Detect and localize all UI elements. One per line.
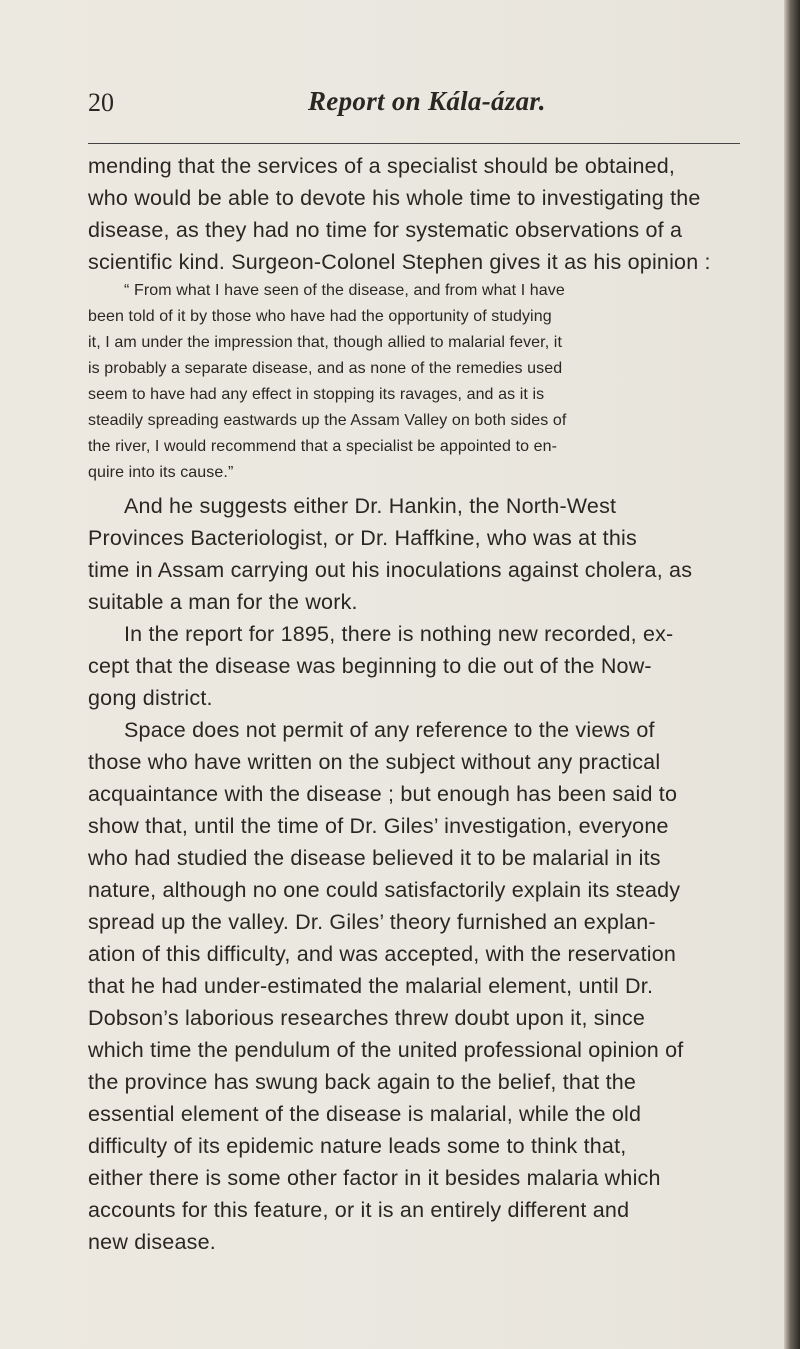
- text-line: suitable a man for the work.: [88, 590, 358, 614]
- text-line: time in Assam carrying out his inoculations against cholera, as: [88, 558, 693, 582]
- text-line: accounts for this feature, or it is an entirely different and: [88, 1198, 630, 1222]
- quote-line: it, I am under the impression that, though allied to malarial fever, it: [88, 334, 563, 351]
- text-line: Dobson’s laborious researches threw doubt upon it, since: [88, 1006, 645, 1030]
- header-rule: [88, 143, 740, 144]
- text-line: essential element of the disease is malarial, while the old: [88, 1102, 642, 1126]
- text-line: Space does not permit of any reference to the views of: [124, 718, 655, 742]
- text-line: difficulty of its epidemic nature leads some to think that,: [88, 1134, 627, 1158]
- quote-line: been told of it by those who have had the opportunity of studying: [88, 308, 552, 325]
- text-line: the province has swung back again to the belief, that the: [88, 1070, 637, 1094]
- quote-line: “ From what I have seen of the disease, and from what I have: [124, 282, 565, 299]
- text-line: show that, until the time of Dr. Giles’ investigation, everyone: [88, 814, 669, 838]
- text-line: nature, although no one could satisfactorily explain its steady: [88, 878, 681, 902]
- page-header: [88, 86, 768, 126]
- text-line: disease, as they had no time for systematic observations of a: [88, 218, 683, 242]
- text-line: who had studied the disease believed it to be malarial in its: [88, 846, 661, 870]
- page-binding-edge: [784, 0, 800, 1349]
- text-line: acquaintance with the disease ; but enough has been said to: [88, 782, 678, 806]
- body-text: [88, 150, 768, 1258]
- quote-line: steadily spreading eastwards up the Assam Valley on both sides of: [88, 412, 567, 429]
- text-line: mending that the services of a specialist should be obtained,: [88, 154, 676, 178]
- text-line: either there is some other factor in it besides malaria which: [88, 1166, 661, 1190]
- text-line: And he suggests either Dr. Hankin, the North-West: [124, 494, 617, 518]
- text-line: ation of this difficulty, and was accepted, with the reservation: [88, 942, 677, 966]
- text-line: those who have written on the subject without any practical: [88, 750, 661, 774]
- quote-line: quire into its cause.”: [88, 464, 234, 481]
- text-line: that he had under-estimated the malarial element, until Dr.: [88, 974, 654, 998]
- text-line: cept that the disease was beginning to die out of the Now-: [88, 654, 652, 678]
- text-line: Provinces Bacteriologist, or Dr. Haffkine, who was at this: [88, 526, 637, 550]
- block-quote: [88, 278, 768, 486]
- text-line: In the report for 1895, there is nothing new recorded, ex-: [124, 622, 674, 646]
- text-line: new disease.: [88, 1230, 216, 1254]
- text-line: scientific kind. Surgeon-Colonel Stephen gives it as his opinion :: [88, 250, 711, 274]
- text-line: who would be able to devote his whole time to investigating the: [88, 186, 701, 210]
- quote-line: the river, I would recommend that a specialist be appointed to en-: [88, 438, 558, 455]
- text-line: gong district.: [88, 686, 213, 710]
- page-number: 20: [88, 88, 114, 117]
- running-title: Report on Kála-ázar.: [308, 86, 546, 116]
- text-line: which time the pendulum of the united professional opinion of: [88, 1038, 684, 1062]
- quote-line: seem to have had any effect in stopping its ravages, and as it is: [88, 386, 545, 403]
- quote-line: is probably a separate disease, and as none of the remedies used: [88, 360, 563, 377]
- text-line: spread up the valley. Dr. Giles’ theory furnished an explan-: [88, 910, 656, 934]
